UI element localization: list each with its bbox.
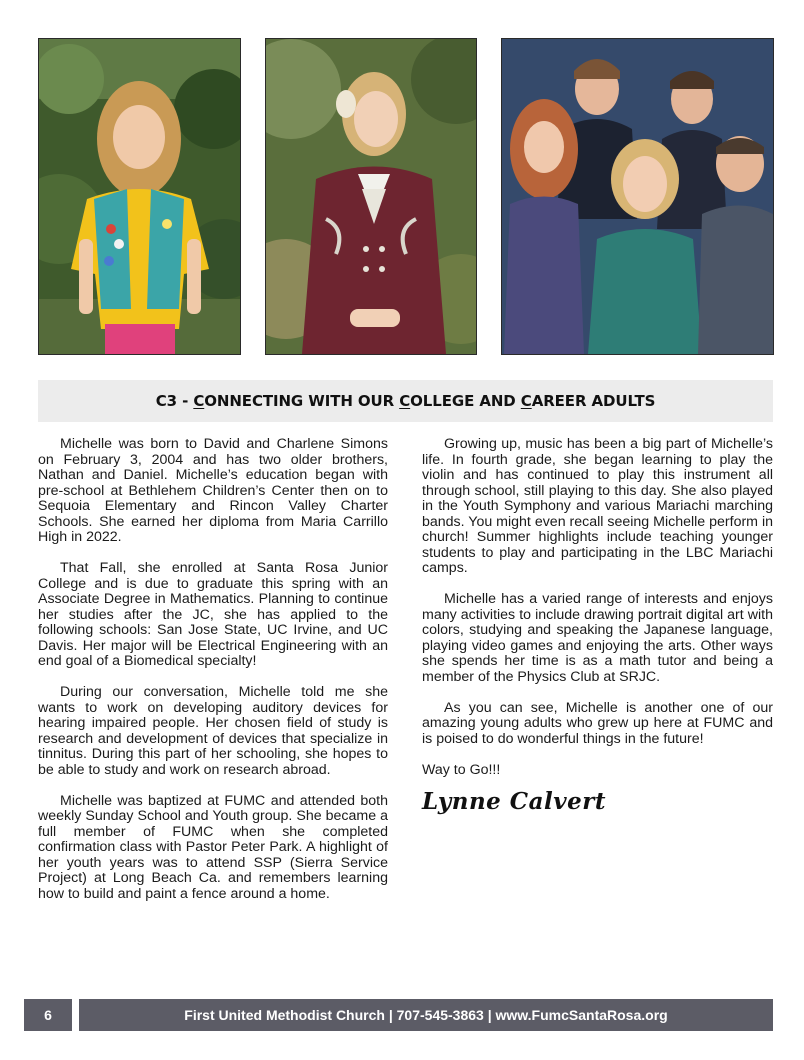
article-left-column [38, 437, 388, 918]
paragraph: Michelle was baptized at FUMC and attended both weekly Sunday School and Youth group. She became a full member of FUMC when she completed confirmation class with Pastor Peter Park. A highlight of her youth years was to attend SSP (Sierra Service Project) at Long Beach Ca. and remembers learning how to build and paint a fence around a home. [38, 792, 388, 902]
page-number: 6 [24, 999, 72, 1031]
article-right-column [422, 436, 773, 815]
footer-contact-bar: First United Methodist Church | 707-545-3863 | www.FumcSantaRosa.org [79, 999, 773, 1031]
family-photo [501, 38, 774, 355]
paragraph: During our conversation, Michelle told me she wants to work on developing auditory devices for hearing impaired people. Her chosen field of study is research and development of devices that specialize in tinnitus. During this part of her schooling, she hopes to be able to study and work on research abroad. [38, 684, 388, 778]
paragraph: As you can see, Michelle is another one of our amazing young adults who grew up here at FUMC and is poised to do wonderful things in the future! [422, 699, 773, 747]
section-title: C3 - CONNECTING WITH OUR COLLEGE AND CAREER ADULTS [155, 392, 656, 410]
section-heading-bar [38, 380, 773, 422]
paragraph: Michelle was born to David and Charlene Simons on February 3, 2004 and has two older brothers, Nathan and Daniel. Michelle’s education began with pre-school at Bethlehem Children’s Center then on to Sequoia Elementary and Rincon Valley Charter Schools. She earned her diploma from Maria Carrillo High in 2022. [38, 436, 388, 545]
paragraph: Growing up, music has been a big part of Michelle’s life. In fourth grade, she began learning to play the violin and has continued to play this instrument all through school, still playing to this day. She also played in the Youth Symphony and various Mariachi marching bands. You might even recall seeing Michelle perform in church! Summer highlights include teaching younger students to play and participating in the LBC Mariachi camps. [422, 436, 773, 576]
mariachi-outfit-photo [265, 38, 477, 355]
paragraph: That Fall, she enrolled at Santa Rosa Junior College and is due to graduate this spring with an Associate Degree in Mathematics. Planning to continue her studies after the JC, she has applied to the following schools: San Jose State, UC Irvine, and UC Davis. Her major will be Electrical Engineering with an end goal of a Biomedical specialty! [38, 560, 388, 669]
author-signature: Lynne Calvert [422, 787, 606, 815]
paragraph: Michelle has a varied range of interests and enjoys many activities to include drawing portrait digital art with colors, studying and speaking the Japanese language, playing video games and enjoying the arts. Other ways she spends her time is as a math tutor and being a member of the Physics Club at SRJC. [422, 591, 773, 685]
girl-scout-vest-photo [38, 38, 241, 355]
closing-line: Way to Go!!! [422, 761, 501, 778]
